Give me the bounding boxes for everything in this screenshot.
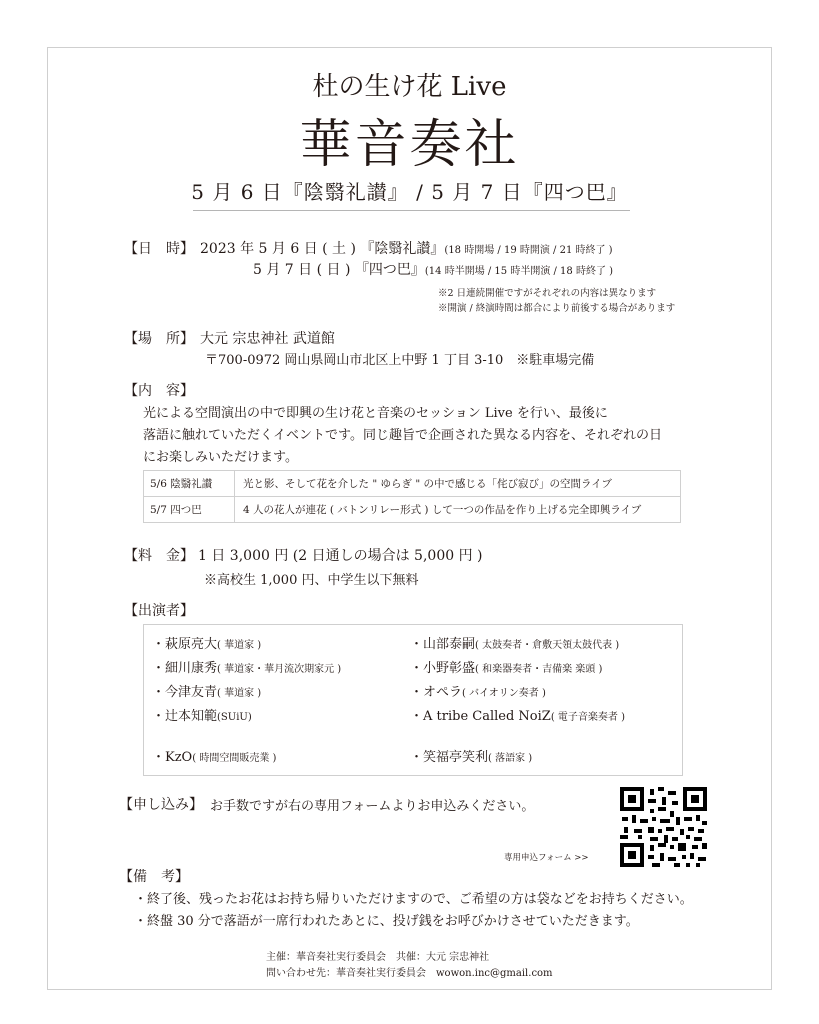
venue-label: 【場 所】: [124, 331, 194, 347]
datetime-note-1: ※2 日連続開催ですがそれぞれの内容は異なります: [438, 288, 657, 299]
program-table: [143, 470, 681, 523]
footer-contact: 問い合わせ先：華音奏社実行委員会 wowon.inc@gmail.com: [266, 968, 553, 979]
cast-member: [152, 746, 276, 765]
cast-role: ( 華道家 ): [217, 640, 262, 651]
fee-label: 【料 金】: [124, 548, 194, 564]
cast-box: [143, 624, 683, 776]
venue-address: 〒700-0972 岡山県岡山市北区上中野 1 丁目 3-10 ※駐車場完備: [205, 353, 595, 368]
cast-name: ・辻本知範: [152, 709, 218, 724]
program-day: 5/6 陰翳礼讃: [144, 471, 235, 497]
event-dates: 5 月 6 日『陰翳礼讃』 / 5 月 7 日『四つ巴』: [191, 180, 628, 204]
day2-date: 5 月 7 日 ( 日 ) 『四つ巴』: [253, 262, 425, 278]
datetime-note-2: ※開演 / 終演時間は都合により前後する場合があります: [438, 303, 676, 314]
program-row: [144, 471, 681, 497]
datetime-day2: [253, 259, 613, 279]
cast-name: ・オペラ: [410, 685, 463, 700]
program-row: [144, 497, 681, 523]
venue-name: 大元 宗忠神社 武道館: [200, 331, 335, 347]
event-subtitle: 杜の生け花 Live: [312, 72, 507, 102]
cast-name: ・KzO: [152, 750, 193, 765]
cast-member: [152, 633, 261, 652]
cast-role: ( バイオリン奏者 ): [462, 688, 546, 699]
event-title: 華音奏社: [299, 115, 520, 175]
apply-label: 【申し込み】: [119, 797, 203, 813]
cast-role: ( 太鼓奏者・倉敷天領太鼓代表 ): [475, 640, 620, 651]
cast-role: ( 和楽器奏者・吉備楽 楽頭 ): [475, 664, 603, 675]
content-label: 【内 容】: [124, 383, 194, 399]
datetime-label: 【日 時】: [124, 241, 194, 257]
remarks-line-2: ・終盤 30 分で落語が一席行われたあとに、投げ銭をお呼びかけさせていただきます。: [134, 914, 639, 929]
cast-role: ( 華道家・華月流次期家元 ): [217, 664, 342, 675]
datetime-day1: [200, 238, 613, 258]
program-desc: 光と影、そして花を介した " ゆらぎ " の中で感じる「侘び寂び」の空間ライブ: [235, 471, 681, 497]
day1-date: 2023 年 5 月 6 日 ( 土 ) 『陰翳礼讃』: [200, 241, 445, 257]
fee-line-1: 1 日 3,000 円 (2 日通しの場合は 5,000 円 ): [198, 548, 483, 564]
cast-name: ・萩原亮大: [152, 637, 218, 652]
content-line-1: 光による空間演出の中で即興の生け花と音楽のセッション Live を行い、最後に: [143, 406, 608, 421]
cast-name: ・今津友青: [152, 685, 218, 700]
content-line-2: 落語に触れていただくイベントです。同じ趣旨で企画された異なる内容を、それぞれの日: [143, 428, 662, 443]
cast-name: ・A tribe Called NoiZ: [410, 709, 551, 724]
program-day: 5/7 四つ巴: [144, 497, 235, 523]
remarks-label: 【備 考】: [119, 869, 189, 885]
cast-member: [152, 681, 261, 700]
cast-role: (SUiU): [217, 712, 252, 723]
cast-role: ( 華道家 ): [217, 688, 262, 699]
cast-member: [152, 705, 252, 724]
cast-role: ( 落語家 ): [488, 753, 533, 764]
day1-time: (18 時開場 / 19 時開演 / 21 時終了 ): [444, 245, 613, 256]
content-line-3: にお楽しみいただけます。: [143, 450, 298, 465]
cast-member: [410, 705, 625, 724]
apply-text: お手数ですが右の専用フォームよりお申込みください。: [210, 799, 535, 814]
cast-name: ・笑福亭笑利: [410, 750, 489, 765]
cast-member: [410, 633, 619, 652]
cast-member: [410, 681, 546, 700]
qr-code[interactable]: [620, 787, 707, 867]
cast-member: [410, 657, 602, 676]
title-divider: [193, 210, 630, 211]
cast-label: 【出演者】: [124, 603, 194, 619]
cast-name: ・小野彰盛: [410, 661, 476, 676]
footer-organizer: 主催：華音奏社実行委員会 共催：大元 宗忠神社: [266, 952, 490, 963]
cast-role: ( 電子音楽奏者 ): [550, 712, 625, 723]
cast-member: [152, 657, 341, 676]
day2-time: (14 時半開場 / 15 時半開演 / 18 時終了 ): [424, 266, 614, 277]
cast-name: ・山部泰嗣: [410, 637, 476, 652]
cast-name: ・細川康秀: [152, 661, 218, 676]
remarks-line-1: ・終了後、残ったお花はお持ち帰りいただけますので、ご希望の方は袋などをお持ちください。: [134, 892, 693, 907]
cast-role: ( 時間空間販売業 ): [192, 753, 277, 764]
cast-member: [410, 746, 532, 765]
qr-caption: 専用申込フォーム >>: [504, 853, 589, 863]
fee-line-2: ※高校生 1,000 円、中学生以下無料: [204, 573, 419, 588]
program-desc: 4 人の花人が連花 ( バトンリレー形式 ) して一つの作品を作り上げる完全即興ライブ: [235, 497, 681, 523]
